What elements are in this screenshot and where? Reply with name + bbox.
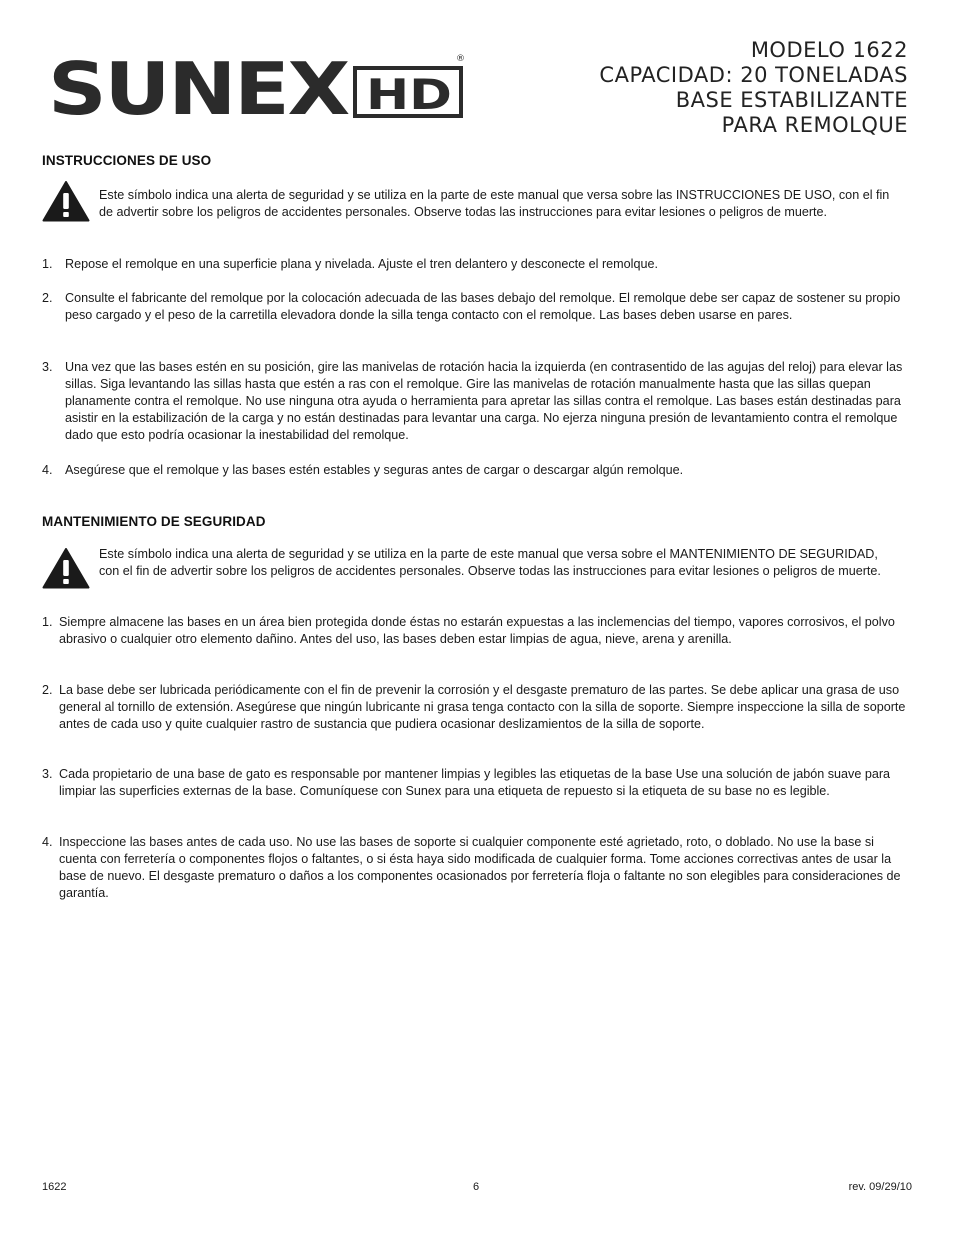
section-heading-instrucciones: INSTRUCCIONES DE USO [42,153,212,168]
list-item [42,256,912,273]
title-line: MODELO 1622 [750,38,908,62]
list-text: Inspeccione las bases antes de cada uso. No use las bases de soporte si cualquier componente esté agrietado, roto, o doblado. No use la base si cuenta con ferretería o componentes flojos o faltantes, o si ésta haya sido modificada de cualquier forma. Tome acciones correctivas antes de usar la base de nuevo. El desgaste prematuro o daños a los componentes ocasionados por ferretería floja o faltante no son elegibles para consideraciones de garantía. [59,835,901,900]
list-text: Cada propietario de una base de gato es responsable por mantener limpias y legibles las etiquetas de la base Use una solución de jabón suave para limpiar las superficies externas de la base. Comuníquese con Sunex para una etiqueta de repuesto si la etiqueta de su base no es legible. [59,767,891,798]
list-text: Una vez que las bases estén en su posición, gire las manivelas de rotación hacia la izquierda (en contrasentido de las agujas del reloj) para elevar las sillas. Siga levantando las sillas hasta que estén a ras con el remolque. Gire las manivelas de rotación manualmente hasta que las sillas quepan planamente contra el remolque. No use ninguna otra ayuda o herramienta para apretar las sillas contra el remolque. Las bases están destinadas para asistir en la estabilización de la carga y no están destinadas para levantar una carga. No ejerza ninguna presión de levantamiento contra el remolque dado que esto podría ocasionar la inestabilidad del remolque. [65,360,903,442]
list-text: Asegúrese que el remolque y las bases estén estables y seguras antes de cargar o descargar algún remolque. [65,463,684,477]
list-number: 2. [42,291,53,305]
warning-text-instrucciones: Este símbolo indica una alerta de seguridad y se utiliza en la parte de este manual que versa sobre las INSTRUCCIONES DE USO, con el fin de advertir sobre los peligros de accidentes personales. Observe todas las instrucciones para evitar lesiones o peligros de muerte. [99,188,890,219]
list-text: La base debe ser lubricada periódicamente con el fin de prevenir la corrosión y el desgaste prematuro de las partes. Se debe aplicar una grasa de uso general al tornillo de extensión. Asegúrese que ningún lubricante ni grasa tenga contacto con la silla de soporte. Siempre inspeccione la silla de soporte antes de cada uso y quite cualquier rastro de sustancia que pudiera ocasionar deslizamientos de la silla de soporte. [59,683,906,731]
list-item [42,614,912,648]
list-item [42,766,912,800]
section-heading-mantenimiento: MANTENIMIENTO DE SEGURIDAD [42,514,266,529]
list-item [42,682,912,733]
sunex-hd-logo [48,52,468,124]
document-title [599,38,908,138]
list-number: 1. [42,615,53,629]
footer-page-number: 6 [473,1181,480,1193]
warning-triangle-icon [42,180,90,222]
registered-mark: ® [456,54,465,64]
footer-revision: rev. 09/29/10 [848,1181,912,1193]
list-number: 1. [42,257,53,271]
logo-suffix: HD [366,70,452,119]
list-text: Consulte el fabricante del remolque por la colocación adecuada de las bases debajo del remolque. El remolque debe ser capaz de sostener su propio peso cargado y el peso de la carretilla elevadora donde la silla tenga contacto con el remolque. Las bases deben usarse en pares. [65,291,901,322]
list-item [42,359,912,444]
list-text: Siempre almacene las bases en un área bien protegida donde éstas no estarán expuestas a las inclemencias del tiempo, vapores corrosivos, el polvo abrasivo o cualquier otro elemento dañino. Antes del uso, las bases deben estar limpias de agua, nieve, arena y arenilla. [59,615,895,646]
title-line: BASE ESTABILIZANTE [675,88,908,112]
list-item [42,834,912,902]
list-number: 4. [42,463,53,477]
list-item [42,462,912,479]
list-text: Repose el remolque en una superficie plana y nivelada. Ajuste el tren delantero y desconecte el remolque. [65,257,658,271]
list-item [42,290,912,324]
list-number: 2. [42,683,53,697]
logo-text: SUNEX [48,52,350,124]
title-line: PARA REMOLQUE [721,113,908,137]
list-number: 4. [42,835,53,849]
title-line: CAPACIDAD: 20 TONELADAS [599,63,908,87]
warning-text-mantenimiento: Este símbolo indica una alerta de seguridad y se utiliza en la parte de este manual que versa sobre el MANTENIMIENTO DE SEGURIDAD, con el fin de advertir sobre los peligros de accidentes personales. Observe todas las instrucciones para evitar lesiones o peligros de muerte. [99,547,881,578]
list-number: 3. [42,767,53,781]
footer-model: 1622 [42,1181,67,1193]
warning-triangle-icon [42,547,90,589]
list-number: 3. [42,360,53,374]
